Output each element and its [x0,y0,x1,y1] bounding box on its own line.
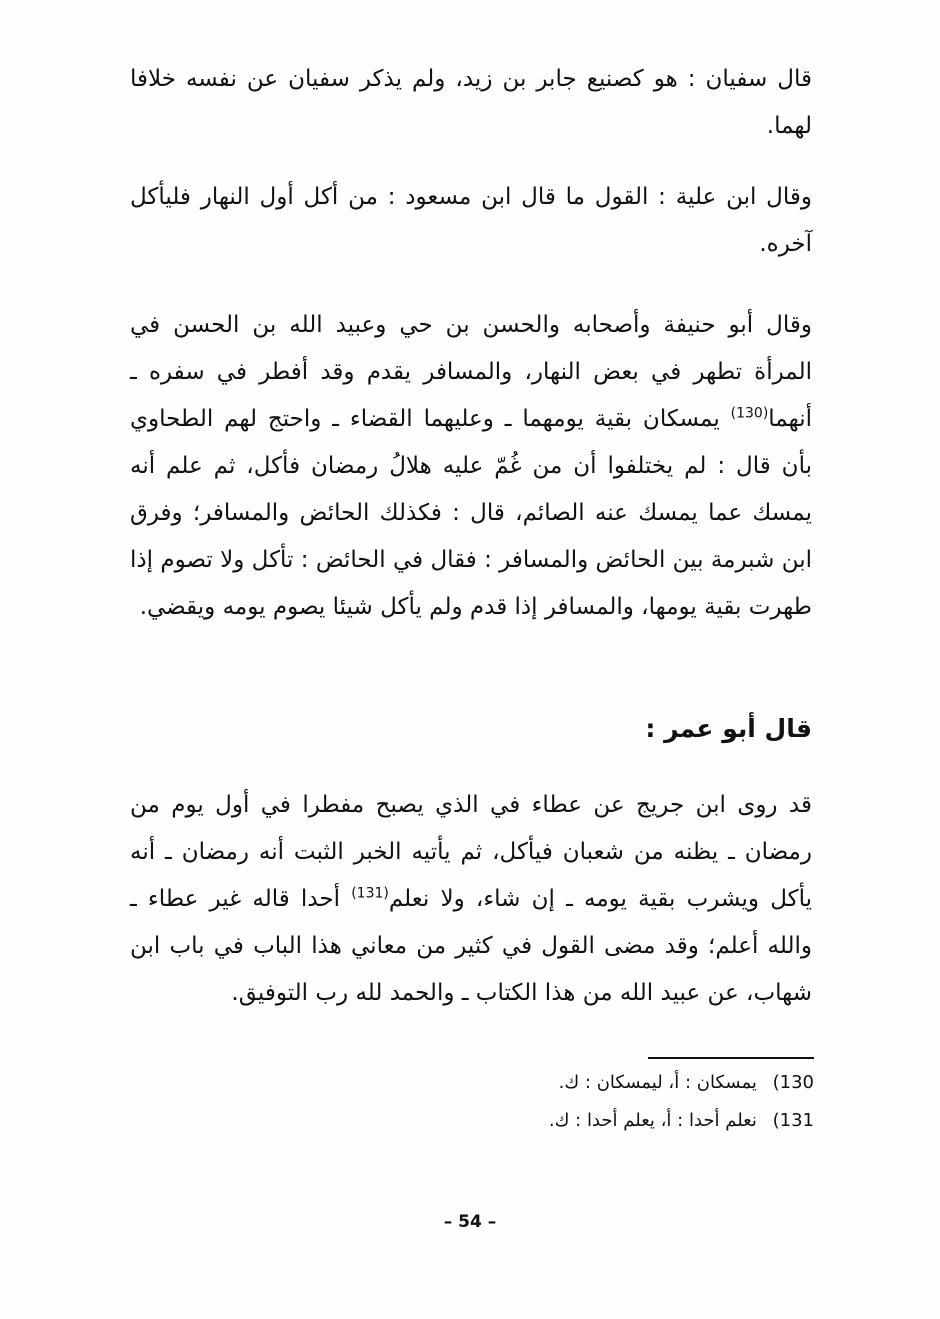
paragraph-ibn-ulayya [130,174,812,268]
footnote-number: 131) [772,1110,814,1131]
paragraph-ibn-jurayj [130,782,812,1017]
paragraph-text: قال سفيان : هو كصنيع جابر بن زيد، ولم يذكر سفيان عن نفسه خلافا لهما. [130,66,812,139]
footnote-130 [549,1064,814,1102]
footnote-ref-130[interactable]: (130) [730,405,769,422]
footnote-131 [549,1102,814,1140]
footnote-text: نعلم أحدا : أ، يعلم أحدا : ك. [548,1110,757,1131]
paragraph-text: وقال أبو حنيفة وأصحابه والحسن بن حي وعبيد الله بن الحسن في المرأة تطهر في بعض النهار، والمسافر يقدم وقد أفطر في سفره ـ أنهما [130,312,812,432]
footnote-text: يمسكان : أ، ليمسكان : ك. [558,1072,757,1093]
footnotes [549,1064,814,1140]
footnote-ref-131[interactable]: (131) [351,885,389,902]
paragraph-sufyan [130,56,812,150]
paragraph-text: قد روى ابن جريج عن عطاء في الذي يصبح مفطرا في أول يوم من رمضان ـ يظنه من شعبان فيأكل، ثم يأتيه الخبر الثبت أنه رمضان ـ أنه يأكل ويشرب بقية يومه ـ إن شاء، ولا نعلم [130,792,812,912]
footnote-number: 130) [772,1072,814,1093]
paragraph-text-continued: أحدا قاله غير عطاء ـ والله أعلم؛ وقد مضى القول في كثير من معاني هذا الباب في باب ابن شهاب، عن عبيد الله من هذا الكتاب ـ والحمد لله رب التوفيق. [130,886,812,1006]
section-heading: قال أبو عمر : [645,714,812,743]
paragraph-abu-hanifa [130,302,812,631]
paragraph-text: وقال ابن علية : القول ما قال ابن مسعود : من أكل أول النهار فليأكل آخره. [130,184,812,257]
paragraph-text-continued: يمسكان بقية يومهما ـ وعليهما القضاء ـ واحتج لهم الطحاوي بأن قال : لم يختلفوا أن من غُمّ عليه هلالُ رمضان فأكل، ثم علم أنه يمسك عما يمسك عنه الصائم، قال : فكذلك الحائض والمسافر؛ وفرق ابن شبرمة بين الحائض والمسافر : فقال في الحائض : تأكل ولا تصوم إذا طهرت بقية يومها، والمسافر إذا قدم ولم يأكل شيئا يصوم يومه ويقضي. [130,406,812,620]
footnote-divider [648,1057,814,1059]
page-number: – 54 – [443,1212,497,1232]
